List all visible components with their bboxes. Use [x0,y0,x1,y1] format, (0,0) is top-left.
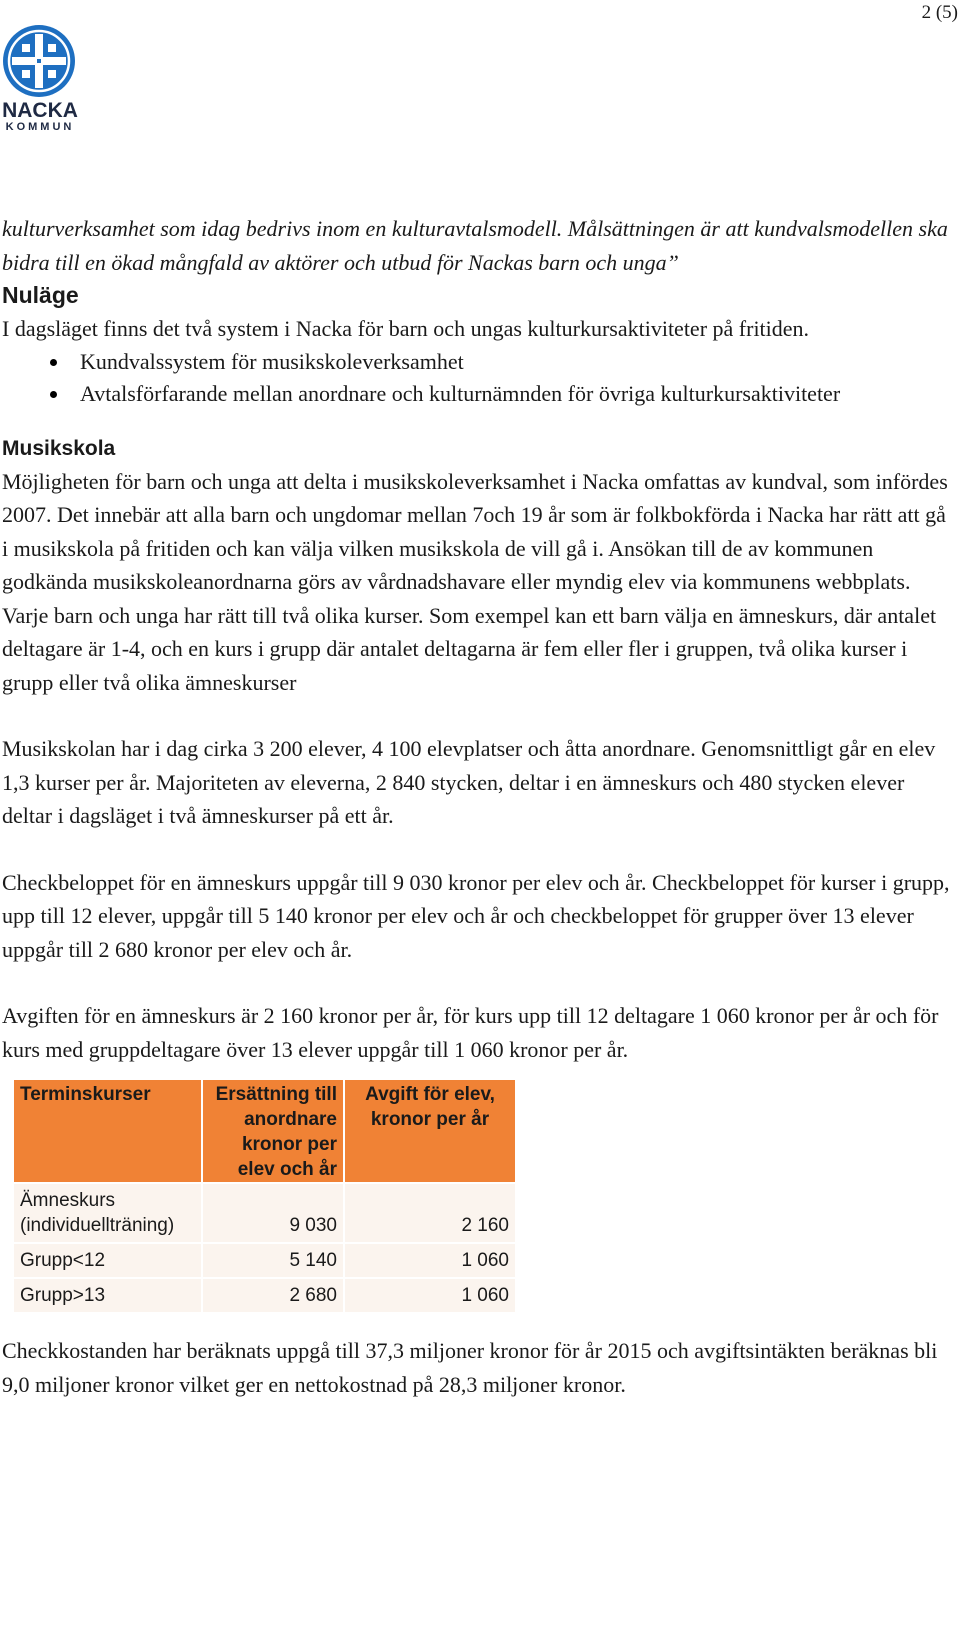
cell-course: Grupp>13 [14,1279,201,1312]
nacka-kommun-logo [0,22,82,133]
musikskola-paragraph-2: Musikskolan har i dag cirka 3 200 elever, 4 100 elevplatser och åtta anordnare. Genomsnittligt går en elev 1,3 kurser per år. Majoriteten av eleverna, 2 840 stycken, deltar i en ämneskurs och 480 stycken elever deltar i dagsläget i två ämneskurser på ett år. [2,736,936,828]
column-header-compensation: Ersättning till anordnare kronor per elev och år [203,1080,343,1182]
list-item: Avtalsförfarande mellan anordnare och kulturnämnden för övriga kulturkursaktiviteter [80,378,952,410]
musikskola-paragraph-1: Möjligheten för barn och unga att delta i musikskoleverksamhet i Nacka omfattas av kundval, som infördes 2007. Det innebär att alla barn och ungdomar mellan 7och 19 år som är folkbokförda i Nacka har rätt att gå i musikskola på fritiden och kan välja vilken musikskola de vill gå i. Ansökan till de av kommunen godkända musikskoleanordnarna görs av vårdnadshavare eller myndig elev via kommunens webbplats. Varje barn och unga har rätt till två olika kurser. Som exempel kan ett barn välja en ämneskurs, där antalet deltagare är 1-4, och en kurs i grupp där antalet deltagarna är fem eller fler i gruppen, två olika kurser i grupp eller två olika ämneskurser [2,468,948,695]
nulage-intro: I dagsläget finns det två system i Nacka för barn och ungas kulturkursaktiviteter på fritiden. [2,316,810,341]
cell-fee: 1 060 [345,1279,515,1312]
section-heading-nulage: Nuläge [2,282,79,308]
column-header-fee: Avgift för elev, kronor per år [345,1080,515,1182]
table-row [14,1184,515,1242]
list-item: Kundvalssystem för musikskoleverksamhet [80,346,952,378]
musikskola-paragraph-4: Avgiften för en ämneskurs är 2 160 kronor per år, för kurs upp till 12 deltagare 1 060 kronor per år och för kurs med gruppdeltagare över 13 elever uppgår till 1 060 kronor per år. [2,1003,939,1062]
section-heading-musikskola: Musikskola [2,436,116,460]
closing-paragraph: Checkkostanden har beräknats uppgå till 37,3 miljoner kronor för år 2015 och avgiftsintäkten beräknas bli 9,0 miljoner kronor vilket ger en nettokostnad på 28,3 miljoner kronor. [2,1338,938,1397]
system-list [2,346,952,410]
course-fee-table [12,1078,517,1314]
page-number: 2 (5) [921,2,958,23]
cell-course: Grupp<12 [14,1244,201,1277]
column-header-course: Terminskurser [14,1080,201,1182]
logo-name-line2: KOMMUN [5,121,75,133]
cell-compensation: 9 030 [203,1184,343,1242]
table-header-row [14,1080,515,1182]
municipal-emblem-icon [0,22,78,100]
musikskola-paragraph-3: Checkbeloppet för en ämneskurs uppgår till 9 030 kronor per elev och år. Checkbeloppet för kurser i grupp, upp till 12 elever, uppgår till 5 140 kronor per elev och år och checkbeloppet för grupper över 13 elever uppgår till 2 680 kronor per elev och år. [2,869,950,962]
table-row [14,1279,515,1312]
cell-fee: 2 160 [345,1184,515,1242]
table-row [14,1244,515,1277]
cell-course: Ämneskurs (individuellträning) [14,1184,201,1242]
logo-name-line1: NACKA [2,99,78,122]
quote-continuation: kulturverksamhet som idag bedrivs inom en kulturavtalsmodell. Målsättningen är att kundvalsmodellen ska bidra till en ökad mångfald av aktörer och utbud för Nackas barn och unga” [2,216,948,275]
document-body [2,212,952,1401]
cell-compensation: 5 140 [203,1244,343,1277]
cell-compensation: 2 680 [203,1279,343,1312]
cell-fee: 1 060 [345,1244,515,1277]
